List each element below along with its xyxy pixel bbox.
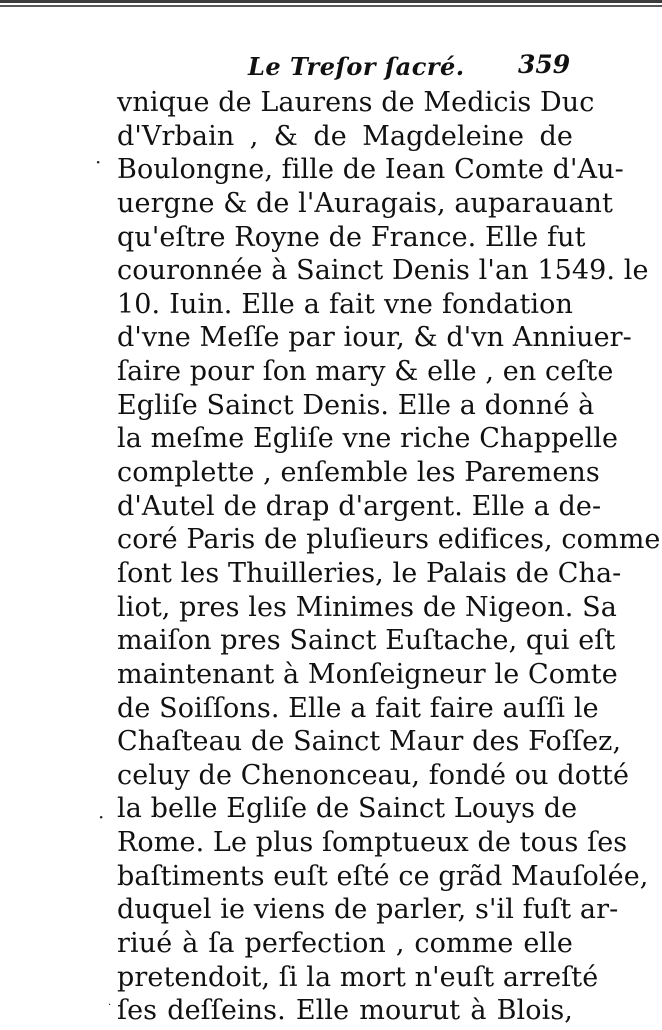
page-number: 359 (518, 50, 571, 79)
text-line: baſtiments euſt eſté ce grãd Mauſolée, (117, 860, 649, 892)
text-line: d'vne Meſſe par iour, & d'vn Anniuer- (117, 322, 632, 354)
margin-mark: · (98, 805, 105, 829)
text-line: Boulongne, fille de Iean Comte d'Au- (117, 154, 624, 186)
margin-mark: · (108, 1000, 112, 1011)
text-line: duquel ie viens de parler, s'il fuſt ar- (117, 894, 619, 926)
text-line: qu'eſtre Royne de France. Elle fut (117, 221, 586, 253)
text-line: Chaſteau de Sainct Maur des Foſſez, (117, 726, 622, 758)
text-line: 10. Iuin. Elle a fait vne fondation (117, 288, 573, 320)
body-text (117, 86, 661, 1028)
text-line: vnique de Laurens de Medicis Duc (117, 87, 595, 118)
text-line: pretendoit, ſi la mort n'euſt arreſté (117, 961, 599, 993)
text-line: d'Autel de drap d'argent. Elle a de- (117, 490, 602, 522)
text-line: uergne & de l'Auragais, auparauant (117, 187, 613, 219)
text-line: ſaire pour ſon mary & elle , en ceſte (117, 356, 614, 388)
text-line: maiſon pres Sainct Euſtache, qui eſt (117, 625, 616, 657)
text-line: couronnée à Sainct Denis l'an 1549. le (117, 255, 649, 287)
running-title: Le Treſor ſacré. (248, 52, 465, 81)
text-line: d'Vrbain , & de Magdeleine de (117, 120, 573, 152)
text-line: celuy de Chenonceau, fondé ou dotté (117, 759, 630, 791)
text-line: Egliſe Sainct Denis. Elle a donné à (117, 389, 595, 421)
text-line: riué à ſa perfection , comme elle (117, 928, 573, 960)
text-line: liot, pres les Minimes de Nigeon. Sa (117, 591, 617, 623)
text-line: coré Paris de pluſieurs edifices, comme (117, 524, 661, 556)
text-line: de Soiſſons. Elle a fait faire auſſi le (117, 692, 599, 724)
text-line: complette , enſemble les Paremens (117, 457, 600, 489)
text-line: ſes deſſeins. Elle mourut à Blois, (117, 995, 573, 1027)
text-line: maintenant à Monſeigneur le Comte (117, 658, 618, 690)
text-line: Rome. Le plus ſomptueux de tous ſes (117, 827, 628, 859)
text-line: la meſme Egliſe vne riche Chappelle (117, 423, 619, 455)
margin-mark: · (95, 150, 102, 174)
text-line: la belle Egliſe de Sainct Louys de (117, 793, 578, 825)
top-border-rule (0, 0, 662, 12)
text-line: ſont les Thuilleries, le Palais de Cha- (117, 557, 622, 589)
